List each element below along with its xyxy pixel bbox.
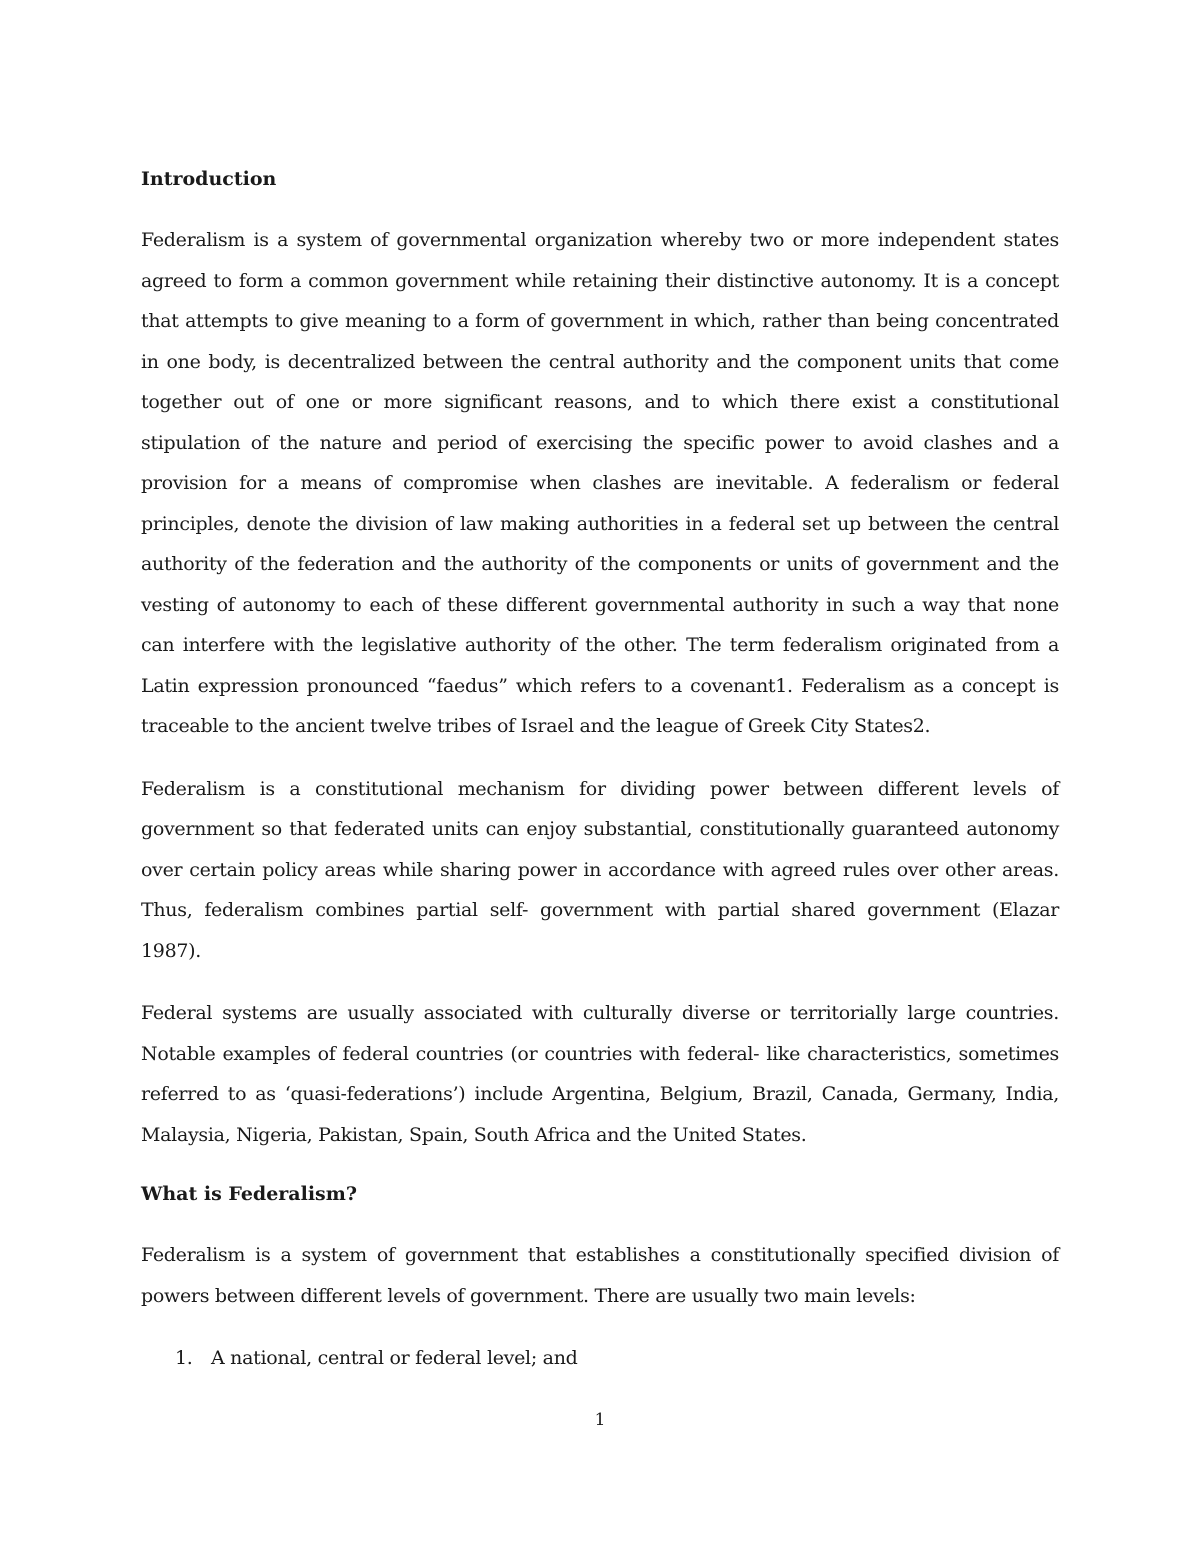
section-heading-what-is-federalism: What is Federalism? xyxy=(141,1183,357,1205)
page-number: 1 xyxy=(594,1410,606,1430)
paragraph: Federalism is a system of governmental organization whereby two or more independent states agreed to form a common government while retaining their distinctive autonomy. It is a concept that attempts to give meaning to a form of government in which, rather than being concentrated in one body, is decentralized between the central authority and the component units that come together out of one or more significant reasons, and to which there exist a constitutional stipulation of the nature and period of exercising the specific power to avoid clashes and a provision for a means of compromise when clashes are inevitable. A federalism or federal principles, denote the division of law making authorities in a federal set up between the central authority of the federation and the authority of the components or units of government and the vesting of autonomy to each of these different governmental authority in such a way that none can interfere with the legislative authority of the other. The term federalism originated from a Latin expression pronounced “faedus” which refers to a covenant1. Federalism as a concept is traceable to the ancient twelve tribes of Israel and the league of Greek City States2. xyxy=(141,229,1059,737)
numbered-list xyxy=(141,1338,1059,1378)
page-content xyxy=(141,162,1059,1378)
paragraph: Federalism is a constitutional mechanism for dividing power between different levels of government so that federated units can enjoy substantial, constitutionally guaranteed autonomy over certain policy areas while sharing power in accordance with agreed rules over other areas. Thus, federalism combines partial self- government with partial shared government (Elazar 1987). xyxy=(141,777,1059,962)
list-item xyxy=(141,1338,1059,1378)
list-item-number: 1. xyxy=(175,1347,193,1369)
section-heading-introduction: Introduction xyxy=(141,168,277,190)
paragraph: Federal systems are usually associated with culturally diverse or territorially large countries. Notable examples of federal countries (or countries with federal- like characteristics, sometimes referred to as ‘quasi-federations’) include Argentina, Belgium, Brazil, Canada, Germany, India, Malaysia, Nigeria, Pakistan, Spain, South Africa and the United States. xyxy=(141,1002,1059,1146)
list-item-text: A national, central or federal level; and xyxy=(211,1347,578,1369)
paragraph: Federalism is a system of government that establishes a constitutionally specified division of powers between different levels of government. There are usually two main levels: xyxy=(141,1244,1059,1307)
